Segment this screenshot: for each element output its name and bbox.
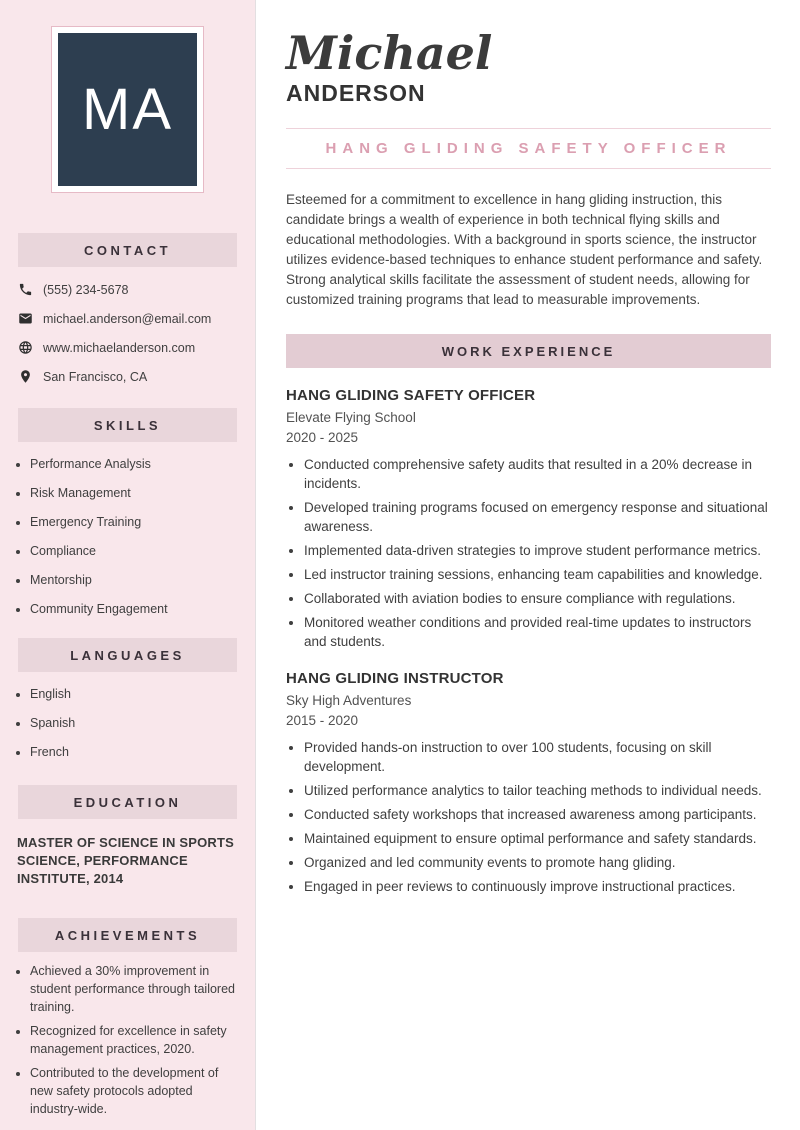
job-bullet: • Monitored weather conditions and provided real-time updates to instructors and students. bbox=[304, 613, 771, 651]
language-item: • English bbox=[30, 685, 243, 703]
job-company: Sky High Adventures bbox=[286, 693, 412, 708]
achievements-section-header bbox=[18, 918, 237, 952]
language-item: • French bbox=[30, 743, 243, 761]
job-entry bbox=[286, 387, 771, 651]
job-bullet: • Developed training programs focused on emergency response and situational awareness. bbox=[304, 498, 771, 536]
job-bullet-list bbox=[286, 455, 771, 651]
contact-row-location bbox=[18, 369, 243, 384]
languages-list bbox=[0, 685, 243, 761]
skill-item: • Compliance bbox=[30, 542, 243, 560]
job-bullet: • Provided hands-on instruction to over 100 students, focusing on skill development. bbox=[304, 738, 771, 776]
role-title-banner: HANG GLIDING SAFETY OFFICER bbox=[286, 128, 771, 169]
job-bullet: • Collaborated with aviation bodies to ensure compliance with regulations. bbox=[304, 589, 771, 608]
location-value: San Francisco, CA bbox=[43, 369, 148, 384]
contact-row-phone bbox=[18, 282, 243, 297]
job-bullet-list bbox=[286, 738, 771, 896]
job-bullet: • Conducted comprehensive safety audits that resulted in a 20% decrease in incidents. bbox=[304, 455, 771, 493]
last-name: ANDERSON bbox=[286, 80, 426, 106]
skill-item: • Emergency Training bbox=[30, 513, 243, 531]
location-icon bbox=[18, 369, 33, 384]
profile-summary: Esteemed for a commitment to excellence in hang gliding instruction, this candidate brings a wealth of experience in both technical flying skills and educational methodologies. With a background in sports science, the instructor utilizes evidence-based techniques to enhance student performance and safety. Strong analytical skills facilitate the assessment of student needs, allowing for customized training programs that lead to measurable improvements. bbox=[286, 192, 763, 307]
education-heading: EDUCATION bbox=[73, 794, 182, 810]
achievements-list bbox=[0, 962, 243, 1118]
contact-section-header bbox=[18, 233, 237, 267]
achievement-item: • Contributed to the development of new safety protocols adopted industry-wide. bbox=[30, 1064, 243, 1118]
job-title: HANG GLIDING SAFETY OFFICER bbox=[286, 387, 536, 404]
skill-item: • Mentorship bbox=[30, 571, 243, 589]
email-icon bbox=[18, 311, 33, 326]
job-bullet: • Organized and led community events to promote hang gliding. bbox=[304, 853, 771, 872]
contact-row-website bbox=[18, 340, 243, 355]
skill-item: • Community Engagement bbox=[30, 600, 243, 618]
phone-icon bbox=[18, 282, 33, 297]
first-name: Michael bbox=[286, 26, 493, 80]
email-value: michael.anderson@email.com bbox=[43, 311, 212, 326]
skills-section-header bbox=[18, 408, 237, 442]
languages-section-header bbox=[18, 638, 237, 672]
achievement-item: • Recognized for excellence in safety management practices, 2020. bbox=[30, 1022, 243, 1058]
phone-value: (555) 234-5678 bbox=[43, 282, 129, 297]
monogram-initials: MA bbox=[82, 77, 173, 142]
job-title: HANG GLIDING INSTRUCTOR bbox=[286, 670, 504, 687]
achievement-item: • Achieved a 30% improvement in student performance through tailored training. bbox=[30, 962, 243, 1016]
monogram-frame bbox=[51, 26, 204, 193]
languages-heading: LANGUAGES bbox=[70, 647, 185, 663]
achievements-heading: ACHIEVEMENTS bbox=[54, 927, 201, 943]
skills-list bbox=[0, 455, 243, 618]
job-bullet: • Utilized performance analytics to tailor teaching methods to individual needs. bbox=[304, 781, 771, 800]
website-value: www.michaelanderson.com bbox=[43, 340, 196, 355]
language-item: • Spanish bbox=[30, 714, 243, 732]
work-experience-section-header: WORK EXPERIENCE bbox=[286, 334, 771, 368]
education-degree: MASTER OF SCIENCE IN SPORTS SCIENCE, PERFORMANCE INSTITUTE, 2014 bbox=[17, 835, 235, 886]
contact-list bbox=[18, 282, 243, 384]
job-bullet: • Engaged in peer reviews to continuously improve instructional practices. bbox=[304, 877, 771, 896]
job-company: Elevate Flying School bbox=[286, 410, 416, 425]
skill-item: • Performance Analysis bbox=[30, 455, 243, 473]
globe-icon bbox=[18, 340, 33, 355]
avatar bbox=[58, 33, 197, 186]
main-content bbox=[257, 0, 800, 1130]
skills-heading: SKILLS bbox=[93, 417, 162, 433]
job-dates: 2020 - 2025 bbox=[286, 430, 359, 445]
sidebar bbox=[0, 0, 256, 1130]
contact-heading: CONTACT bbox=[83, 242, 172, 258]
job-dates: 2015 - 2020 bbox=[286, 713, 359, 728]
job-bullet: • Led instructor training sessions, enhancing team capabilities and knowledge. bbox=[304, 565, 771, 584]
job-entry bbox=[286, 670, 771, 896]
job-bullet: • Maintained equipment to ensure optimal performance and safety standards. bbox=[304, 829, 771, 848]
contact-row-email bbox=[18, 311, 243, 326]
skill-item: • Risk Management bbox=[30, 484, 243, 502]
education-section-header bbox=[18, 785, 237, 819]
job-bullet: • Conducted safety workshops that increased awareness among participants. bbox=[304, 805, 771, 824]
job-bullet: • Implemented data-driven strategies to improve student performance metrics. bbox=[304, 541, 771, 560]
